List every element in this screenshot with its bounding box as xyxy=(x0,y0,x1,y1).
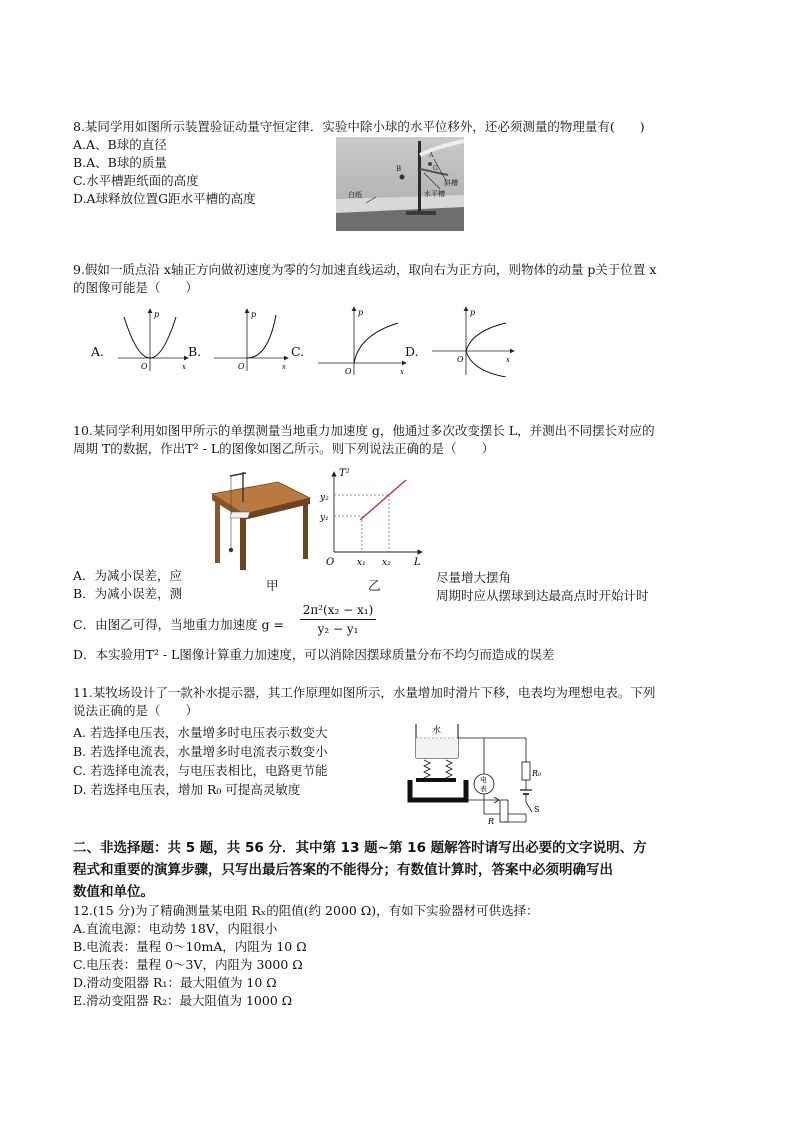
q8-option-b: B.A、B球的质量 xyxy=(73,155,167,170)
q8-stem: 8.某同学用如图所示装置验证动量守恒定律．实验中除小球的水平位移外，还必须测量的物理量有( ) xyxy=(73,119,645,134)
q9-graph-c xyxy=(314,305,409,377)
photo-label-chute: 斜槽 xyxy=(444,179,458,187)
svg-text:L: L xyxy=(414,557,421,568)
svg-text:x: x xyxy=(506,356,510,364)
q9-graph-d xyxy=(426,305,518,377)
svg-text:x₂: x₂ xyxy=(382,558,391,568)
q10-stem-line1: 10.某同学利用如图甲所示的单摆测量当地重力加速度 g，他通过多次改变摆长 L，并测出不同摆长对应的 xyxy=(73,423,655,438)
q10-fraction-numerator: 2π²(x₂ − x₁) xyxy=(300,603,376,620)
q11-option-b: B. 若选择电流表，水量增多时电流表示数变小 xyxy=(73,744,328,759)
q12-option-c: C.电压表：量程 0～3V，内阻为 3000 Ω xyxy=(73,957,303,972)
svg-text:水: 水 xyxy=(432,726,442,736)
q12-option-e: E.滑动变阻器 R₂：最大阻值为 1000 Ω xyxy=(73,993,293,1008)
q10-option-c-fraction xyxy=(300,603,376,636)
svg-text:R₀: R₀ xyxy=(532,769,542,778)
svg-text:O: O xyxy=(238,362,245,371)
svg-text:S: S xyxy=(534,805,540,814)
photo-label-b: B xyxy=(396,165,402,173)
svg-text:表: 表 xyxy=(480,785,487,793)
q12-stem: 12.(15 分)为了精确测量某电阻 Rₓ的阻值(约 2000 Ω)，有如下实验器材可供选择： xyxy=(73,903,539,918)
q10-fraction-denominator: y₂ − y₁ xyxy=(317,622,359,636)
q11-circuit-figure xyxy=(402,718,552,830)
q8-option-c: C.水平槽距纸面的高度 xyxy=(73,173,199,188)
section2-heading-line3: 数值和单位。 xyxy=(73,884,154,900)
q11-option-a: A. 若选择电压表，水量增多时电压表示数变大 xyxy=(73,725,328,740)
q10-pendulum-table-figure xyxy=(206,468,316,572)
q10-option-d: D．本实验用T² - L图像计算重力加速度，可以消除因摆球质量分布不均匀而造成的误差 xyxy=(73,647,555,662)
q9-graph-a xyxy=(110,305,190,375)
q11-option-c: C. 若选择电流表，与电压表相比，电路更节能 xyxy=(73,763,328,778)
svg-text:y₁: y₁ xyxy=(320,513,329,523)
svg-text:O: O xyxy=(141,362,148,371)
q9-stem-line1: 9.假如一质点沿 x轴正方向做初速度为零的匀加速直线运动，取向右为正方向，则物体的动量 p关于位置 x xyxy=(73,262,657,277)
q10-figure-jia-label: 甲 xyxy=(266,578,279,593)
q12-option-d: D.滑动变阻器 R₁：最大阻值为 10 Ω xyxy=(73,975,277,990)
svg-text:R: R xyxy=(488,817,495,826)
svg-text:电: 电 xyxy=(480,776,487,784)
section2-heading-line1: 二、非选择题：共 5 题，共 56 分．其中第 13 题~第 16 题解答时请写出必要的文字说明、方 xyxy=(73,840,647,856)
svg-text:O: O xyxy=(326,557,335,568)
q9-option-d-letter: D. xyxy=(405,344,419,359)
q12-option-b: B.电流表：量程 0～10mA，内阻为 10 Ω xyxy=(73,939,307,954)
q10-option-b-right: 周期时应从摆球到达最高点时开始计时 xyxy=(436,588,649,603)
svg-text:p: p xyxy=(358,308,364,317)
q11-option-d: D. 若选择电压表，增加 R₀ 可提高灵敏度 xyxy=(73,782,301,797)
svg-text:x: x xyxy=(400,368,404,376)
svg-text:T²: T² xyxy=(339,468,350,479)
q10-stem-line2: 周期 T的数据，作出T² - L的图像如图乙所示。则下列说法正确的是（ ） xyxy=(73,441,495,456)
svg-text:O: O xyxy=(345,367,352,376)
q10-option-c-prefix: C．由图乙可得，当地重力加速度 g = xyxy=(73,617,284,632)
q10-option-a-left: A．为减小误差，应 xyxy=(73,568,183,583)
q9-option-c-letter: C. xyxy=(291,344,305,359)
svg-text:p: p xyxy=(154,310,160,319)
q9-stem-line2: 的图像可能是（ ） xyxy=(73,280,199,295)
svg-text:x₁: x₁ xyxy=(357,558,366,568)
q10-t2-l-graph xyxy=(318,466,428,570)
photo-label-g: G xyxy=(433,165,438,172)
svg-text:O: O xyxy=(457,355,464,364)
svg-text:p: p xyxy=(470,308,476,317)
q11-stem-line2: 说法正确的是（ ） xyxy=(73,703,199,718)
photo-label-horizontal-groove: 水平槽 xyxy=(424,190,445,198)
q9-graph-b xyxy=(210,305,290,375)
section2-heading-line2: 程式和重要的演算步骤，只写出最后答案的不能得分；有数值计算时，答案中必须明确写出 xyxy=(73,862,613,878)
q9-option-b-letter: B. xyxy=(188,344,202,359)
svg-text:p: p xyxy=(251,310,257,319)
q11-stem-line1: 11.某牧场设计了一款补水提示器，其工作原理如图所示，水量增加时滑片下移，电表均为理想电表。下列 xyxy=(73,685,656,700)
svg-text:x: x xyxy=(282,363,286,371)
q9-option-a-letter: A. xyxy=(91,344,105,359)
q10-figure-yi-label: 乙 xyxy=(368,578,381,593)
q8-option-d: D.A球释放位置G距水平槽的高度 xyxy=(73,191,256,206)
q8-apparatus-photo xyxy=(336,137,464,231)
q12-option-a: A.直流电源：电动势 18V，内阻很小 xyxy=(73,921,278,936)
photo-label-a: A xyxy=(429,152,434,159)
svg-text:y₂: y₂ xyxy=(320,493,329,503)
q10-option-b-left: B．为减小误差，测 xyxy=(73,586,183,601)
q8-option-a: A.A、B球的直径 xyxy=(73,137,167,152)
q10-option-a-right: 尽量增大摆角 xyxy=(436,570,512,585)
photo-label-white-paper: 白纸 xyxy=(348,191,362,199)
svg-text:x: x xyxy=(182,363,186,371)
